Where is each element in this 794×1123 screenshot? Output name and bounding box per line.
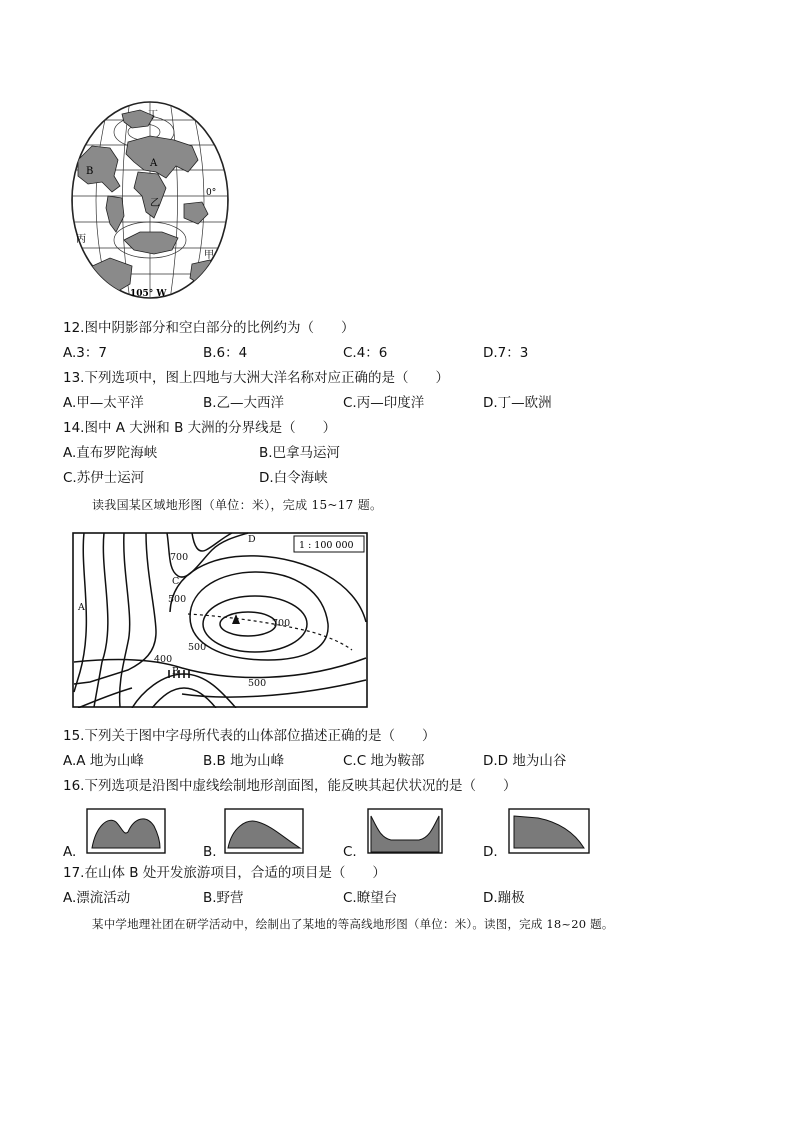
contour-label-c: C — [172, 576, 180, 587]
q12-stem: 12.图中阴影部分和空白部分的比例约为（ ） — [63, 320, 355, 336]
q12-option-b[interactable]: B.6：4 — [203, 345, 248, 361]
q14-option-d[interactable]: D.白令海峡 — [259, 470, 328, 486]
q15-option-b[interactable]: B.B 地为山峰 — [203, 753, 285, 769]
map-label-bing: 丙 — [76, 234, 86, 245]
map-label-a: A — [150, 158, 158, 169]
contour-map — [72, 532, 368, 708]
world-map — [70, 100, 230, 300]
map-label-ding: 丁 — [148, 110, 158, 121]
map-label-jia: 甲 — [204, 250, 214, 261]
contour-value-700a: 700 — [170, 552, 189, 563]
q15-option-c[interactable]: C.C 地为鞍部 — [343, 753, 425, 769]
q16-stem: 16.下列选项是沿图中虚线绘制地形剖面图，能反映其起伏状况的是（ ） — [63, 778, 517, 794]
q14-option-b[interactable]: B.巴拿马运河 — [259, 445, 341, 461]
q17-stem: 17.在山体 B 处开发旅游项目，合适的项目是（ ） — [63, 865, 386, 881]
intro-18-20: 某中学地理社团在研学活动中，绘制出了某地的等高线地形图（单位：米）。读图，完成 18~20 题。 — [92, 917, 614, 931]
q14-option-a[interactable]: A.直布罗陀海峡 — [63, 445, 158, 461]
q12-option-c[interactable]: C.4：6 — [343, 345, 388, 361]
q16-option-c[interactable]: C. — [343, 844, 357, 860]
map-label-longitude: 105° W — [130, 289, 167, 299]
q14-option-c[interactable]: C.苏伊士运河 — [63, 470, 145, 486]
q13-option-b[interactable]: B.乙—大西洋 — [203, 395, 285, 411]
q17-option-b[interactable]: B.野营 — [203, 890, 244, 906]
q16-profile-a[interactable] — [86, 808, 166, 854]
q13-option-c[interactable]: C.丙—印度洋 — [343, 395, 425, 411]
contour-label-a: A — [78, 602, 85, 613]
q12-option-a[interactable]: A.3：7 — [63, 345, 107, 361]
q17-option-a[interactable]: A.漂流活动 — [63, 890, 131, 906]
q17-option-c[interactable]: C.瞭望台 — [343, 890, 398, 906]
q16-profile-d[interactable] — [508, 808, 590, 854]
q15-option-d[interactable]: D.D 地为山谷 — [483, 753, 567, 769]
contour-value-500c: 500 — [248, 678, 267, 689]
map-label-b: B — [86, 166, 94, 177]
q15-stem: 15.下列关于图中字母所代表的山体部位描述正确的是（ ） — [63, 728, 436, 744]
q15-option-a[interactable]: A.A 地为山峰 — [63, 753, 144, 769]
q12-option-d[interactable]: D.7：3 — [483, 345, 529, 361]
map-label-yi: 乙 — [150, 198, 160, 209]
q17-option-d[interactable]: D.蹦极 — [483, 890, 525, 906]
contour-value-500b: 500 — [188, 642, 207, 653]
contour-label-d: D — [248, 534, 256, 545]
q16-profile-b[interactable] — [224, 808, 304, 854]
contour-value-700b: 700 — [272, 618, 291, 629]
map-label-equator: 0° — [206, 188, 217, 198]
contour-value-500a: 500 — [168, 594, 187, 605]
q13-option-a[interactable]: A.甲—太平洋 — [63, 395, 144, 411]
q16-option-a[interactable]: A. — [63, 844, 77, 860]
q14-stem: 14.图中 A 大洲和 B 大洲的分界线是（ ） — [63, 420, 337, 436]
q13-stem: 13.下列选项中，图上四地与大洲大洋名称对应正确的是（ ） — [63, 370, 449, 386]
contour-label-b: B — [172, 666, 179, 677]
contour-value-400: 400 — [154, 654, 173, 665]
q16-profile-c[interactable] — [367, 808, 443, 854]
q16-option-b[interactable]: B. — [203, 844, 217, 860]
q16-option-d[interactable]: D. — [483, 844, 498, 860]
q13-option-d[interactable]: D.丁—欧洲 — [483, 395, 552, 411]
intro-15-17: 读我国某区域地形图（单位：米），完成 15~17 题。 — [92, 498, 383, 512]
contour-scale: 1 : 100 000 — [299, 540, 354, 551]
